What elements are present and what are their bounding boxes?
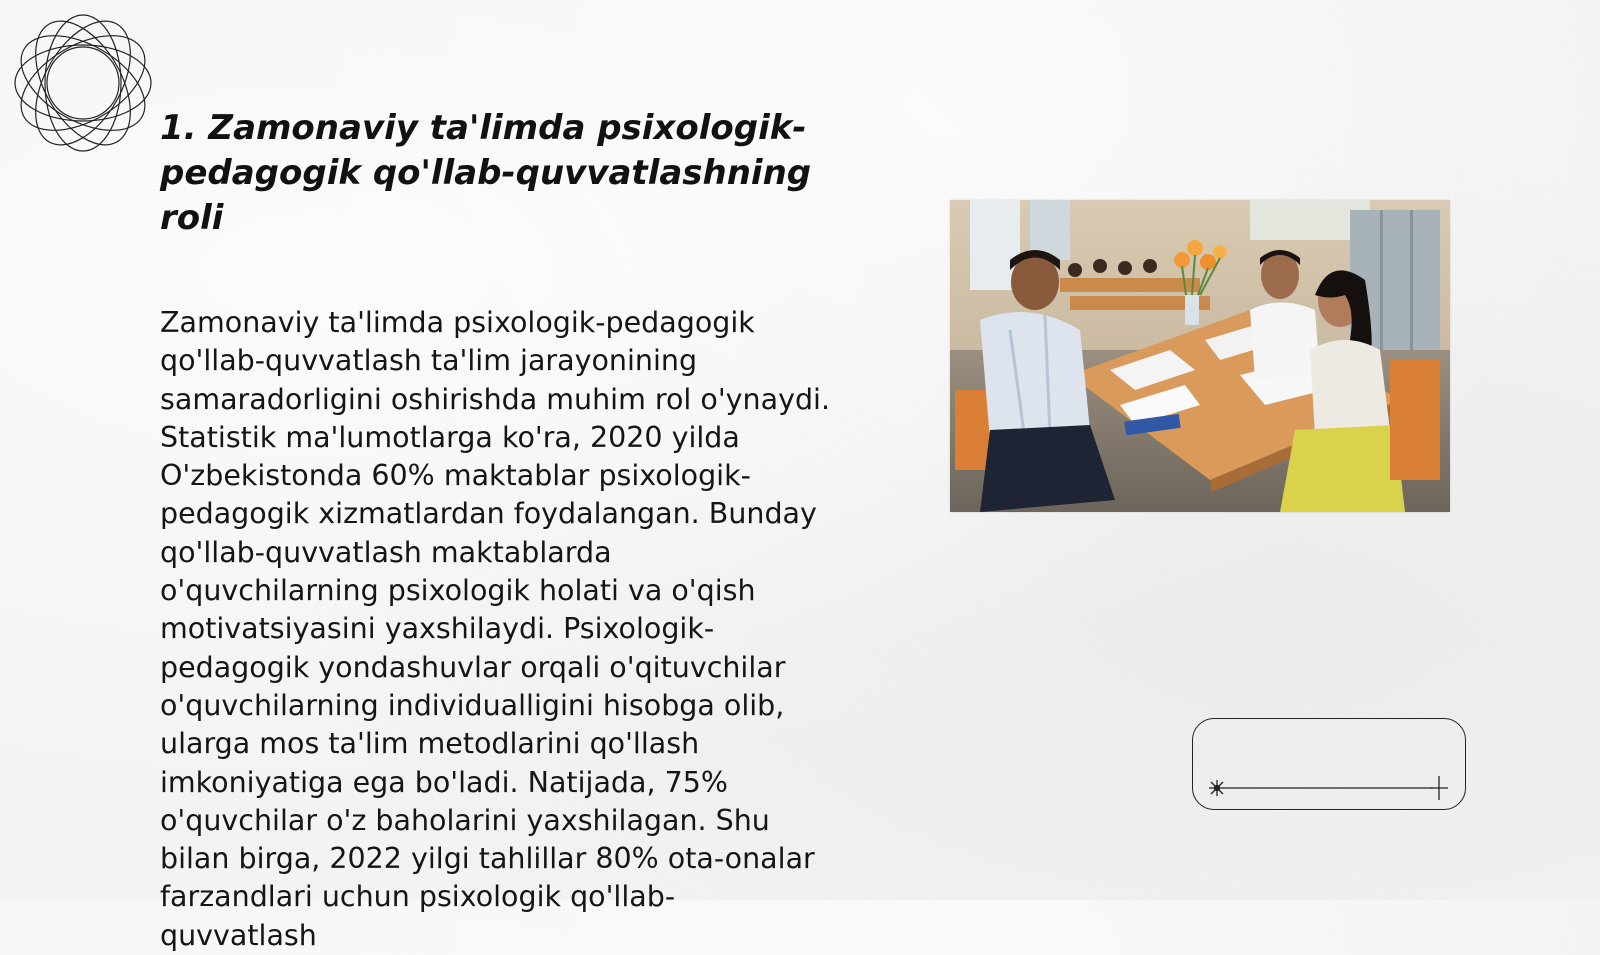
classroom-photo <box>950 200 1450 512</box>
decorative-slider-frame <box>1192 718 1466 810</box>
sparkle-icon <box>1209 780 1225 796</box>
orbit-logo-icon <box>8 8 158 158</box>
slide-title: 1. Zamonaviy ta'limda psixologik-pedagogik qo'llab-quvvatlashning roli <box>160 108 812 238</box>
cross-star-icon <box>1430 776 1448 800</box>
slide-body-text: Zamonaviy ta'limda psixologik-pedagogik qo'llab-quvvatlash ta'lim jarayonining samaradorligini oshirishda muhim rol o'ynaydi. Statistik ma'lumotlarga ko'ra, 2020 yilda O'zbekistonda 60% maktablar psixologik-pedagogik xizmatlardan foydalangan. Bunday qo'llab-quvvatlash maktablarda o'quvchilarning psixologik holati va o'qish motivatsiyasini yaxshilaydi. Psixologik-pedagogik yondashuvlar orqali o'qituvchilar o'quvchilarning individualligini hisobga olib, ularga mos ta'lim metodlarini qo'llash imkoniyatiga ega bo'ladi. Natijada, 75% o'quvchilar o'z baholarini yaxshilagan. Shu bilan birga, 2022 yilgi tahlillar 80% ota-onalar farzandlari uchun psixologik qo'llab-quvvatlash <box>160 306 831 952</box>
